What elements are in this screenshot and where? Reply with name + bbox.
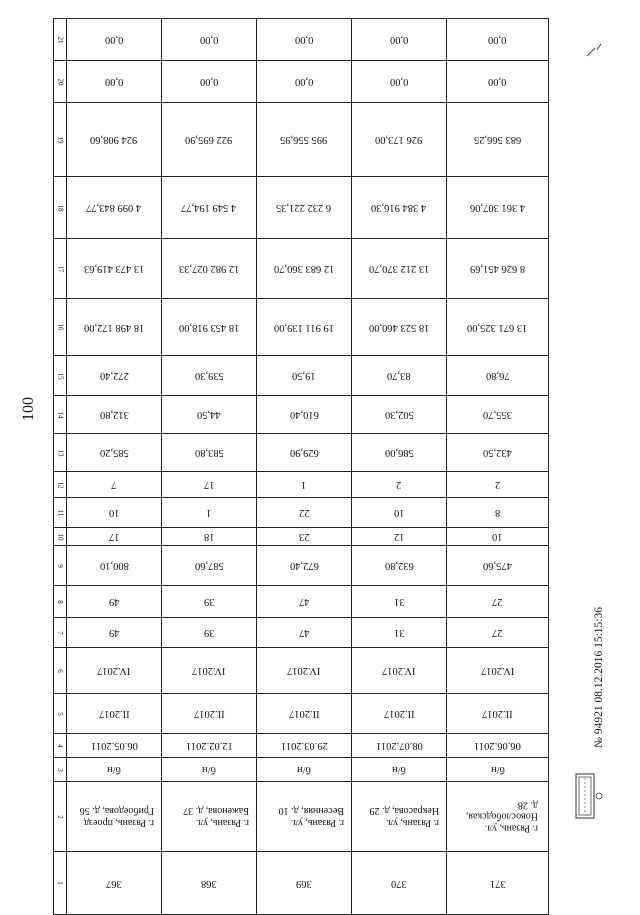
value-cell xyxy=(162,586,257,618)
value-text: 31 xyxy=(393,627,405,638)
value-cell xyxy=(257,618,352,648)
value-text: 369 xyxy=(296,877,312,889)
column-number xyxy=(54,356,67,396)
value-text: 10 xyxy=(492,531,503,542)
value-cell xyxy=(352,586,447,618)
value-cell xyxy=(352,434,447,472)
column-number xyxy=(54,239,67,299)
value-text: 0,00 xyxy=(104,76,124,87)
value-text: 683 566,25 xyxy=(473,134,522,145)
value-text: 12 982 027,33 xyxy=(178,263,240,274)
table-field-row-21 xyxy=(54,19,549,61)
address-text: г. Рязань, ул. Весенняя, д. 10 xyxy=(278,805,344,828)
value-cell xyxy=(447,586,549,618)
value-cell xyxy=(447,434,549,472)
value-text: 0,00 xyxy=(389,76,409,87)
value-cell xyxy=(352,299,447,356)
value-text: 49 xyxy=(108,627,120,638)
table-field-row-6 xyxy=(54,648,549,694)
value-text: б/н xyxy=(202,764,216,775)
column-number xyxy=(54,61,67,103)
value-text: 27 xyxy=(492,596,503,607)
value-text: 587,60 xyxy=(194,560,224,571)
value-cell xyxy=(447,396,549,434)
value-text: 31 xyxy=(393,596,405,607)
value-cell xyxy=(352,734,447,758)
value-cell xyxy=(447,694,549,734)
registration-stamp: № 94921 08.12.2016 15:15:36 xyxy=(593,607,605,748)
column-number xyxy=(54,546,67,586)
data-table xyxy=(53,18,548,889)
value-cell xyxy=(352,177,447,239)
value-text: 23 xyxy=(298,531,310,542)
value-cell xyxy=(67,758,162,782)
value-text: 924 908,60 xyxy=(90,134,138,145)
value-text: 1 xyxy=(206,507,212,518)
value-text: 995 556,95 xyxy=(280,134,328,145)
value-text: 610,40 xyxy=(289,409,319,420)
value-text: 83,70 xyxy=(387,370,411,381)
table-field-row-7 xyxy=(54,618,549,648)
value-cell xyxy=(67,472,162,498)
value-text: 475,60 xyxy=(483,560,512,571)
value-cell xyxy=(352,396,447,434)
column-number-label: 3 xyxy=(56,767,64,772)
value-text: 12 683 360,70 xyxy=(273,263,335,274)
value-cell xyxy=(352,472,447,498)
value-text: 13 473 419,63 xyxy=(83,263,145,274)
value-text: б/н xyxy=(392,764,406,775)
value-cell xyxy=(352,852,447,915)
table-field-row-14 xyxy=(54,396,549,434)
value-text: II.2017 xyxy=(383,708,415,719)
column-number-label: 19 xyxy=(56,136,64,143)
value-cell xyxy=(162,758,257,782)
value-text: IV.2017 xyxy=(480,665,515,676)
value-cell xyxy=(257,472,352,498)
value-cell xyxy=(67,546,162,586)
table-field-row-2 xyxy=(54,782,549,852)
value-text: 0,00 xyxy=(488,76,507,87)
value-text: 10 xyxy=(393,507,405,518)
value-cell xyxy=(352,356,447,396)
value-cell xyxy=(447,356,549,396)
value-text: 29.03.2011 xyxy=(280,740,328,751)
column-number xyxy=(54,177,67,239)
column-number-label: 13 xyxy=(56,449,64,456)
value-cell xyxy=(352,103,447,177)
value-cell xyxy=(447,528,549,546)
value-text: 586,00 xyxy=(384,447,414,458)
page-number: 100 xyxy=(20,397,37,421)
column-number xyxy=(54,782,67,852)
column-number-label: 4 xyxy=(56,743,64,748)
value-text: 10 xyxy=(108,507,120,518)
value-text: 370 xyxy=(391,877,407,889)
value-cell xyxy=(67,586,162,618)
value-text: 6 232 221,35 xyxy=(276,202,332,213)
value-cell xyxy=(162,472,257,498)
value-cell xyxy=(447,498,549,528)
value-cell xyxy=(447,239,549,299)
column-number xyxy=(54,396,67,434)
value-cell xyxy=(257,758,352,782)
value-cell xyxy=(257,299,352,356)
value-text: 76,80 xyxy=(485,370,510,381)
value-cell xyxy=(67,434,162,472)
value-text: II.2017 xyxy=(98,708,130,719)
value-cell xyxy=(162,61,257,103)
value-text: 44,50 xyxy=(197,409,221,420)
value-text: 312,80 xyxy=(99,409,129,420)
value-cell xyxy=(257,103,352,177)
value-cell xyxy=(257,694,352,734)
value-text: 8 626 451,69 xyxy=(469,263,526,274)
value-cell xyxy=(352,648,447,694)
value-cell xyxy=(257,546,352,586)
column-number-label: 6 xyxy=(56,668,64,673)
value-cell xyxy=(447,19,549,61)
value-text: 39 xyxy=(203,627,215,638)
value-text: 0,00 xyxy=(488,34,507,45)
value-text: б/н xyxy=(297,764,311,775)
value-cell xyxy=(67,356,162,396)
value-text: 2 xyxy=(494,479,501,490)
table-field-row-4 xyxy=(54,734,549,758)
value-text: 672,40 xyxy=(289,560,319,571)
value-cell xyxy=(447,618,549,648)
value-text: 18 453 918,00 xyxy=(178,321,240,333)
value-cell xyxy=(352,498,447,528)
column-number xyxy=(54,103,67,177)
value-text: IV.2017 xyxy=(287,665,321,676)
value-text: 12 xyxy=(393,531,405,542)
table-field-row-12 xyxy=(54,472,549,498)
value-text: 8 xyxy=(494,507,501,518)
value-cell xyxy=(447,61,549,103)
column-number-label: 8 xyxy=(56,599,64,604)
address-cell xyxy=(257,782,352,852)
value-cell xyxy=(352,758,447,782)
value-text: 47 xyxy=(298,596,310,607)
value-cell xyxy=(162,648,257,694)
column-number xyxy=(54,299,67,356)
column-number-label: 17 xyxy=(56,265,64,272)
value-text: 371 xyxy=(489,877,506,889)
value-cell xyxy=(257,19,352,61)
value-text: 0,00 xyxy=(389,34,409,45)
value-cell xyxy=(67,396,162,434)
value-cell xyxy=(447,648,549,694)
value-text: IV.2017 xyxy=(97,665,131,676)
address-text: г. Рязань, ул. Новослободская, д. 28 xyxy=(465,799,538,834)
scribble-mark xyxy=(585,42,605,60)
value-text: 06.05.2011 xyxy=(90,740,138,751)
value-cell xyxy=(162,546,257,586)
value-text: 18 523 460,00 xyxy=(368,321,430,333)
value-cell xyxy=(257,177,352,239)
value-text: 926 173,00 xyxy=(375,134,423,145)
column-number xyxy=(54,758,67,782)
value-cell xyxy=(257,528,352,546)
value-text: 632,80 xyxy=(384,560,414,571)
value-text: 47 xyxy=(298,627,310,638)
value-cell xyxy=(67,61,162,103)
value-text: 585,20 xyxy=(99,447,129,458)
value-cell xyxy=(162,239,257,299)
table-field-row-15 xyxy=(54,356,549,396)
value-cell xyxy=(67,177,162,239)
value-text: 12.02.2011 xyxy=(185,740,233,751)
value-cell xyxy=(257,648,352,694)
table-field-row-3 xyxy=(54,758,549,782)
column-number-label: 2 xyxy=(56,814,64,819)
column-number-label: 15 xyxy=(56,372,64,379)
address-cell xyxy=(352,782,447,852)
table-field-row-11 xyxy=(54,498,549,528)
column-number-label: 16 xyxy=(56,323,64,331)
value-cell xyxy=(162,498,257,528)
column-number-label: 11 xyxy=(56,509,64,516)
value-text: 2 xyxy=(396,479,402,490)
table-field-row-20 xyxy=(54,61,549,103)
column-number xyxy=(54,648,67,694)
value-text: 368 xyxy=(201,877,217,889)
value-cell xyxy=(162,299,257,356)
column-number xyxy=(54,618,67,648)
value-cell xyxy=(352,19,447,61)
value-text: 4 361 307,06 xyxy=(469,202,526,213)
value-text: IV.2017 xyxy=(382,665,416,676)
value-cell xyxy=(162,618,257,648)
value-cell xyxy=(352,61,447,103)
column-number-label: 12 xyxy=(56,481,64,488)
column-number-label: 5 xyxy=(56,711,64,716)
value-cell xyxy=(67,239,162,299)
value-cell xyxy=(352,618,447,648)
value-text: 800,10 xyxy=(99,560,129,571)
value-cell xyxy=(352,694,447,734)
registry-seal-icon xyxy=(570,768,610,828)
value-cell xyxy=(162,528,257,546)
value-text: II.2017 xyxy=(482,708,513,719)
value-cell xyxy=(257,852,352,915)
column-number xyxy=(54,586,67,618)
value-cell xyxy=(67,852,162,915)
value-cell xyxy=(162,396,257,434)
value-cell xyxy=(447,177,549,239)
value-cell xyxy=(257,356,352,396)
value-cell xyxy=(447,546,549,586)
table-field-row-9 xyxy=(54,546,549,586)
value-text: 17 xyxy=(203,479,215,490)
value-text: IV.2017 xyxy=(192,665,226,676)
value-cell xyxy=(67,103,162,177)
value-text: 49 xyxy=(108,596,120,607)
column-number xyxy=(54,472,67,498)
value-text: 922 695,90 xyxy=(185,134,233,145)
value-text: 4 099 843,77 xyxy=(86,202,142,213)
table-field-row-10 xyxy=(54,528,549,546)
value-text: 0,00 xyxy=(199,76,219,87)
value-text: 502,30 xyxy=(384,409,414,420)
value-cell xyxy=(257,434,352,472)
value-text: 367 xyxy=(106,877,122,889)
value-text: II.2017 xyxy=(288,708,320,719)
value-cell xyxy=(67,734,162,758)
value-cell xyxy=(67,648,162,694)
address-text: г. Рязань, проезд Грибоедова, д. 56 xyxy=(79,805,154,828)
table-field-row-16 xyxy=(54,299,549,356)
value-text: 583,80 xyxy=(194,447,224,458)
value-cell xyxy=(67,498,162,528)
value-text: 7 xyxy=(111,479,117,490)
address-cell xyxy=(67,782,162,852)
value-cell xyxy=(257,239,352,299)
column-number-label: 1 xyxy=(56,881,64,885)
value-text: 13 671 325,00 xyxy=(467,321,528,333)
column-number xyxy=(54,694,67,734)
address-text: г. Рязань, ул. Баженова, д. 37 xyxy=(183,805,249,828)
value-cell xyxy=(447,299,549,356)
value-cell xyxy=(257,61,352,103)
column-number-label: 10 xyxy=(56,533,64,540)
value-cell xyxy=(162,19,257,61)
value-cell xyxy=(162,434,257,472)
column-number xyxy=(54,528,67,546)
value-cell xyxy=(162,356,257,396)
value-cell xyxy=(352,528,447,546)
address-cell xyxy=(447,782,549,852)
value-text: II.2017 xyxy=(193,708,225,719)
column-number-label: 20 xyxy=(56,78,64,85)
value-text: 0,00 xyxy=(294,34,314,45)
value-text: 19 911 139,00 xyxy=(274,321,334,333)
column-number xyxy=(54,852,67,915)
value-text: 19,50 xyxy=(292,370,316,381)
value-text: 17 xyxy=(108,531,120,542)
value-cell xyxy=(162,177,257,239)
value-cell xyxy=(162,734,257,758)
value-text: 539,30 xyxy=(194,370,224,381)
table-field-row-1 xyxy=(54,852,549,915)
address-cell xyxy=(162,782,257,852)
address-text: г. Рязань, ул. Некрасова, д. 29 xyxy=(369,805,439,828)
value-cell xyxy=(162,852,257,915)
value-cell xyxy=(447,758,549,782)
table-field-row-8 xyxy=(54,586,549,618)
column-number-label: 18 xyxy=(56,204,64,211)
value-text: 432,50 xyxy=(483,447,512,458)
value-cell xyxy=(257,586,352,618)
value-text: 355,70 xyxy=(483,409,512,420)
value-text: 629,90 xyxy=(289,447,319,458)
table-field-row-17 xyxy=(54,239,549,299)
column-number-label: 14 xyxy=(56,411,64,418)
value-text: б/н xyxy=(107,764,121,775)
value-cell xyxy=(447,472,549,498)
column-number-label: 9 xyxy=(56,563,64,568)
value-text: 0,00 xyxy=(294,76,314,87)
value-cell xyxy=(67,694,162,734)
value-text: 06.06.2011 xyxy=(474,740,521,751)
column-number xyxy=(54,19,67,61)
value-cell xyxy=(352,546,447,586)
value-text: 18 498 172,00 xyxy=(83,321,145,333)
value-cell xyxy=(67,528,162,546)
column-number xyxy=(54,734,67,758)
value-text: 0,00 xyxy=(104,34,124,45)
value-cell xyxy=(257,396,352,434)
value-cell xyxy=(447,852,549,915)
value-cell xyxy=(447,103,549,177)
value-text: 22 xyxy=(298,507,310,518)
value-text: 272,40 xyxy=(99,370,129,381)
column-number-label: 7 xyxy=(56,630,64,635)
value-text: 1 xyxy=(301,479,307,490)
value-cell xyxy=(67,618,162,648)
value-cell xyxy=(352,239,447,299)
value-text: 27 xyxy=(492,627,503,638)
value-cell xyxy=(257,734,352,758)
table-field-row-18 xyxy=(54,177,549,239)
value-cell xyxy=(67,19,162,61)
value-text: 08.07.2011 xyxy=(375,740,423,751)
value-text: 4 384 916,30 xyxy=(371,202,427,213)
value-text: 39 xyxy=(203,596,215,607)
column-number-label: 21 xyxy=(56,36,64,43)
column-number xyxy=(54,498,67,528)
value-cell xyxy=(67,299,162,356)
column-number xyxy=(54,434,67,472)
value-cell xyxy=(162,694,257,734)
value-text: б/н xyxy=(490,764,505,775)
value-text: 13 212 370,70 xyxy=(368,263,430,274)
table-field-row-13 xyxy=(54,434,549,472)
value-text: 4 549 194,77 xyxy=(181,202,237,213)
table-field-row-19 xyxy=(54,103,549,177)
value-cell xyxy=(447,734,549,758)
value-cell xyxy=(257,498,352,528)
value-text: 18 xyxy=(203,531,215,542)
table-field-row-5 xyxy=(54,694,549,734)
value-text: 0,00 xyxy=(199,34,219,45)
value-cell xyxy=(162,103,257,177)
